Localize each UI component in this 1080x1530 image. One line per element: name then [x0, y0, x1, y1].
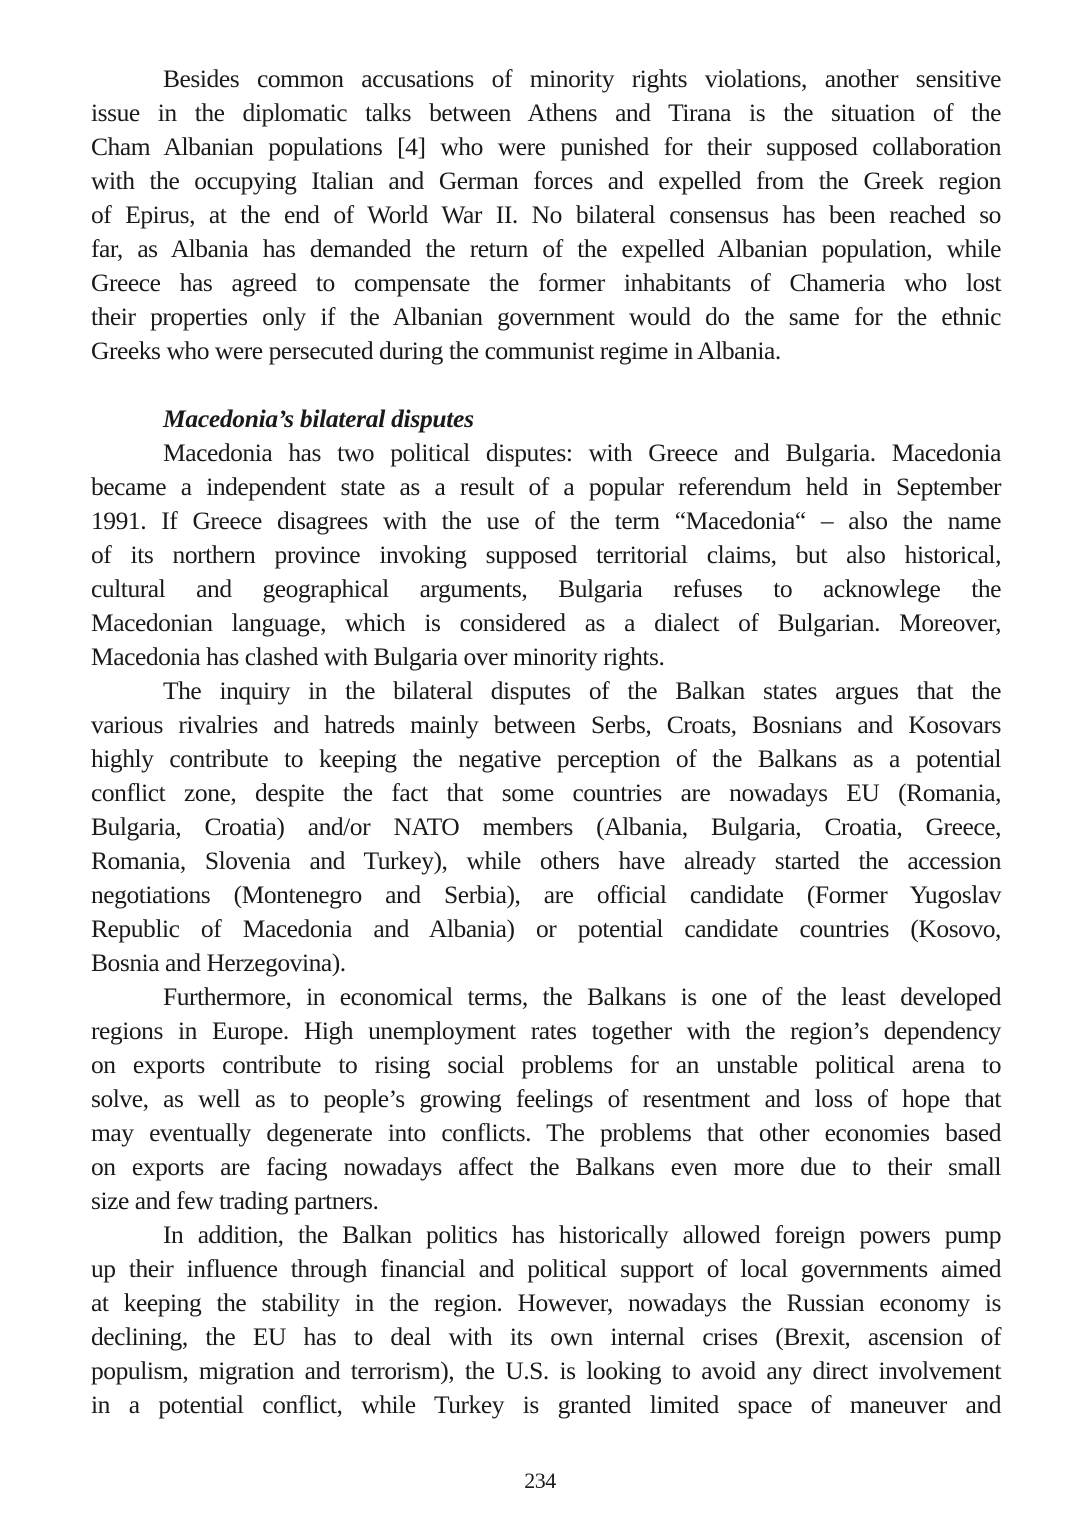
text-line: various rivalries and hatreds mainly between Serbs, Croats, Bosnians and Kosovars: [91, 710, 1001, 739]
page-number: 234: [524, 1468, 556, 1493]
text-line: may eventually degenerate into conflicts. The problems that other economies based: [91, 1118, 1001, 1147]
text-line: negotiations (Montenegro and Serbia), are official candidate (Former Yugoslav: [91, 880, 1001, 909]
text-line: In addition, the Balkan politics has historically allowed foreign powers pump: [163, 1220, 1001, 1249]
text-line: Republic of Macedonia and Albania) or potential candidate countries (Kosovo,: [91, 914, 1001, 943]
text-line: solve, as well as to people’s growing feelings of resentment and loss of hope that: [91, 1084, 1001, 1113]
text-line: populism, migration and terrorism), the U.S. is looking to avoid any direct involvement: [91, 1356, 1001, 1385]
text-line: Romania, Slovenia and Turkey), while others have already started the accession: [91, 846, 1001, 875]
text-line: Greece has agreed to compensate the former inhabitants of Chameria who lost: [91, 268, 1001, 297]
text-line: with the occupying Italian and German forces and expelled from the Greek region: [91, 166, 1001, 195]
text-line: of Epirus, at the end of World War II. No bilateral consensus has been reached so: [91, 200, 1001, 229]
text-line: on exports are facing nowadays affect the Balkans even more due to their small: [91, 1152, 1001, 1181]
text-line: issue in the diplomatic talks between Athens and Tirana is the situation of the: [91, 98, 1001, 127]
text-line: Bosnia and Herzegovina).: [91, 948, 346, 977]
text-line: size and few trading partners.: [91, 1186, 379, 1215]
text-line: far, as Albania has demanded the return of the expelled Albanian population, while: [91, 234, 1001, 263]
text-line: Cham Albanian populations [4] who were punished for their supposed collaboration: [91, 132, 1001, 161]
text-line: Furthermore, in economical terms, the Balkans is one of the least developed: [163, 982, 1001, 1011]
section-heading: Macedonia’s bilateral disputes: [163, 404, 474, 433]
paragraph-economy: [91, 980, 1001, 1218]
text-line: Besides common accusations of minority rights violations, another sensitive: [163, 64, 1001, 93]
text-line: became a independent state as a result of a popular referendum held in September: [91, 472, 1001, 501]
paragraph-balkan-rivalries: [91, 674, 1001, 980]
text-line: up their influence through financial and political support of local governments aimed: [91, 1254, 1001, 1283]
text-line: Bulgaria, Croatia) and/or NATO members (Albania, Bulgaria, Croatia, Greece,: [91, 812, 1001, 841]
text-line: Macedonian language, which is considered as a dialect of Bulgarian. Moreover,: [91, 608, 1001, 637]
text-line: of its northern province invoking supposed territorial claims, but also historical,: [91, 540, 1001, 569]
text-line: Greeks who were persecuted during the communist regime in Albania.: [91, 336, 781, 365]
text-line: highly contribute to keeping the negative perception of the Balkans as a potential: [91, 744, 1001, 773]
text-line: their properties only if the Albanian government would do the same for the ethnic: [91, 302, 1001, 331]
text-line: regions in Europe. High unemployment rates together with the region’s dependency: [91, 1016, 1001, 1045]
paragraph-macedonia-disputes: [91, 436, 1001, 674]
text-line: Macedonia has clashed with Bulgaria over minority rights.: [91, 642, 665, 671]
text-line: Macedonia has two political disputes: with Greece and Bulgaria. Macedonia: [163, 438, 1001, 467]
text-line: 1991. If Greece disagrees with the use of the term “Macedonia“ – also the name: [91, 506, 1001, 535]
text-line: declining, the EU has to deal with its own internal crises (Brexit, ascension of: [91, 1322, 1001, 1351]
document-page: [91, 62, 1001, 1422]
paragraph-foreign-powers: [91, 1218, 1001, 1422]
text-line: on exports contribute to rising social problems for an unstable political arena to: [91, 1050, 1001, 1079]
text-line: The inquiry in the bilateral disputes of the Balkan states argues that the: [163, 676, 1001, 705]
text-line: at keeping the stability in the region. However, nowadays the Russian economy is: [91, 1288, 1001, 1317]
section-spacer: [91, 368, 1001, 402]
paragraph-cham-albanians: [91, 62, 1001, 368]
text-line: conflict zone, despite the fact that some countries are nowadays EU (Romania,: [91, 778, 1001, 807]
text-line: cultural and geographical arguments, Bulgaria refuses to acknowlege the: [91, 574, 1001, 603]
text-line: in a potential conflict, while Turkey is granted limited space of maneuver and: [91, 1390, 1001, 1419]
